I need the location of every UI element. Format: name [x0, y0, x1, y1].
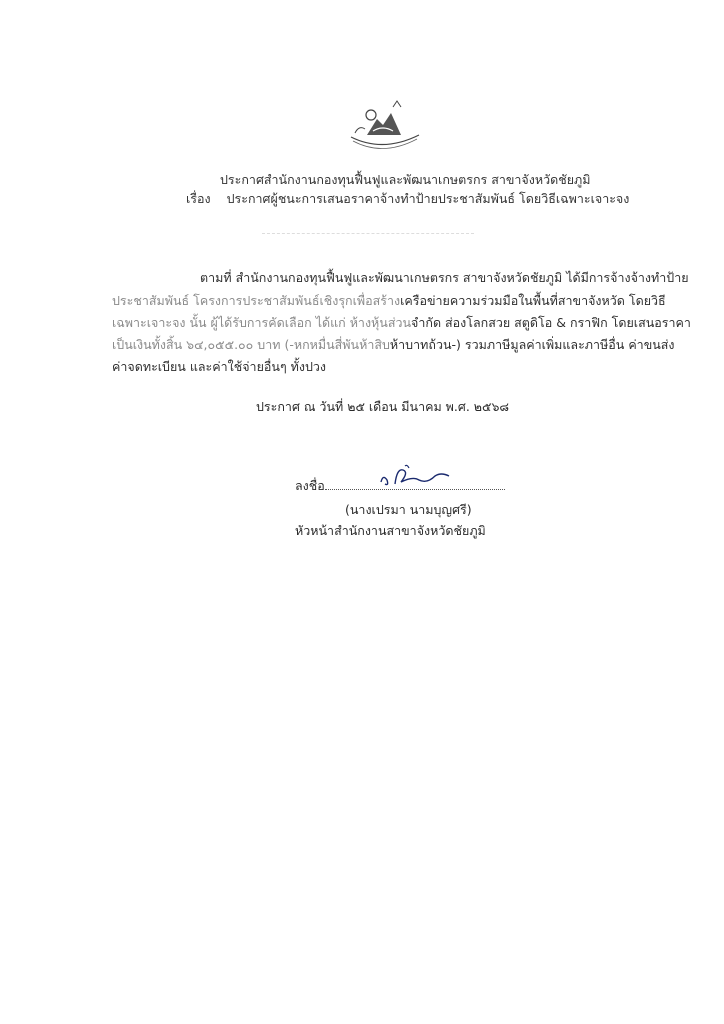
- body-line-2-faint: ประชาสัมพันธ์ โครงการประชาสัมพันธ์เชิงรุกเพื่อสร้าง: [112, 293, 401, 308]
- signer-position: หัวหน้าสำนักงานสาขาจังหวัดชัยภูมิ: [295, 523, 486, 538]
- body-line-3-faint: เฉพาะเจาะจง นั้น ผู้ได้รับการคัดเลือก ได้แก่ ห้างหุ้นส่วน: [112, 315, 412, 330]
- subject-text: ประกาศผู้ชนะการเสนอราคาจ้างทำป้ายประชาสัมพันธ์ โดยวิธีเฉพาะเจาะจง: [226, 191, 630, 206]
- body-line-4-rest: ห้าบาทถ้วน-) รวมภาษีมูลค่าเพิ่มและภาษีอื่น ค่าขนส่ง: [389, 337, 675, 352]
- body-line-2-rest: เครือข่ายความร่วมมือในพื้นที่สาขาจังหวัด โดยวิธี: [400, 293, 666, 308]
- body-line-4-faint: เป็นเงินทั้งสิ้น ๖๔,๐๕๕.๐๐ บาท (-หกหมื่นสี่พันห้าสิบ: [112, 337, 390, 352]
- subject-label: เรื่อง: [186, 191, 211, 206]
- announcement-date: ประกาศ ณ วันที่ ๒๕ เดือน มีนาคม พ.ศ. ๒๕๖๘: [256, 399, 510, 414]
- body-line-3: [112, 313, 691, 333]
- announcement-subject: [186, 189, 629, 209]
- body-line-5: ค่าจดทะเบียน และค่าใช้จ่ายอื่นๆ ทั้งปวง: [112, 359, 327, 374]
- organization-logo: [333, 95, 433, 155]
- body-line-1: ตามที่ สำนักงานกองทุนฟื้นฟูและพัฒนาเกษตรกร สาขาจังหวัดชัยภูมิ ได้มีการจ้างจ้างทำป้าย: [200, 270, 689, 285]
- handwritten-signature: [375, 462, 455, 492]
- body-line-4: [112, 335, 675, 355]
- header-divider: [262, 233, 474, 234]
- sign-label: ลงชื่อ: [295, 478, 325, 493]
- announcement-title: ประกาศสำนักงานกองทุนฟื้นฟูและพัฒนาเกษตรกร สาขาจังหวัดชัยภูมิ: [220, 172, 591, 187]
- signer-name: (นางเปรมา นามบุญศรี): [345, 502, 472, 517]
- body-line-3-rest: จำกัด ส่องโลกสวย สตูดิโอ & กราฟิก โดยเสนอราคา: [411, 315, 691, 330]
- body-line-2: [112, 291, 666, 311]
